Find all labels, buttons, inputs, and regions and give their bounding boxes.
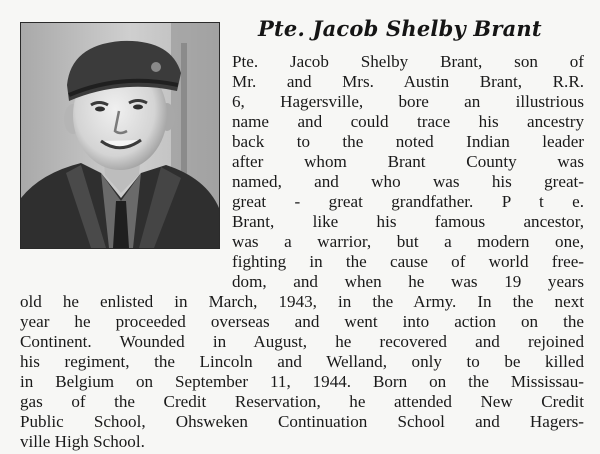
body-line-5: back to the noted Indian leader <box>232 132 584 151</box>
portrait-photo <box>20 22 220 249</box>
body-line-19: Public School, Ohsweken Continuation School and Hagers- <box>20 412 584 431</box>
body-line-16: his regiment, the Lincoln and Welland, only to be killed <box>20 352 584 371</box>
body-line-2: Mr. and Mrs. Austin Brant, R.R. <box>232 72 584 91</box>
body-line-9: Brant, like his famous ancestor, <box>232 212 584 231</box>
body-line-20: ville High School. <box>20 432 145 451</box>
body-line-8: great - great grandfather. P t e. <box>232 192 584 211</box>
article-title: Pte. Jacob Shelby Brant <box>258 16 542 41</box>
body-line-18: gas of the Credit Reservation, he attended New Credit <box>20 392 584 411</box>
body-line-10: was a warrior, but a modern one, <box>232 232 584 251</box>
body-line-17: in Belgium on September 11, 1944. Born on the Mississau- <box>20 372 584 391</box>
body-line-7: named, and who was his great- <box>232 172 584 191</box>
portrait-image <box>21 23 219 248</box>
body-line-3: 6, Hagersville, bore an illustrious <box>232 92 584 111</box>
body-line-11: fighting in the cause of world free- <box>232 252 584 271</box>
body-line-13: old he enlisted in March, 1943, in the Army. In the next <box>20 292 584 311</box>
body-line-15: Continent. Wounded in August, he recovered and rejoined <box>20 332 584 351</box>
body-line-12: dom, and when he was 19 years <box>232 272 584 291</box>
body-line-1: Pte. Jacob Shelby Brant, son of <box>232 52 584 71</box>
body-line-14: year he proceeded overseas and went into action on the <box>20 312 584 331</box>
body-line-6: after whom Brant County was <box>232 152 584 171</box>
body-line-4: name and could trace his ancestry <box>232 112 584 131</box>
